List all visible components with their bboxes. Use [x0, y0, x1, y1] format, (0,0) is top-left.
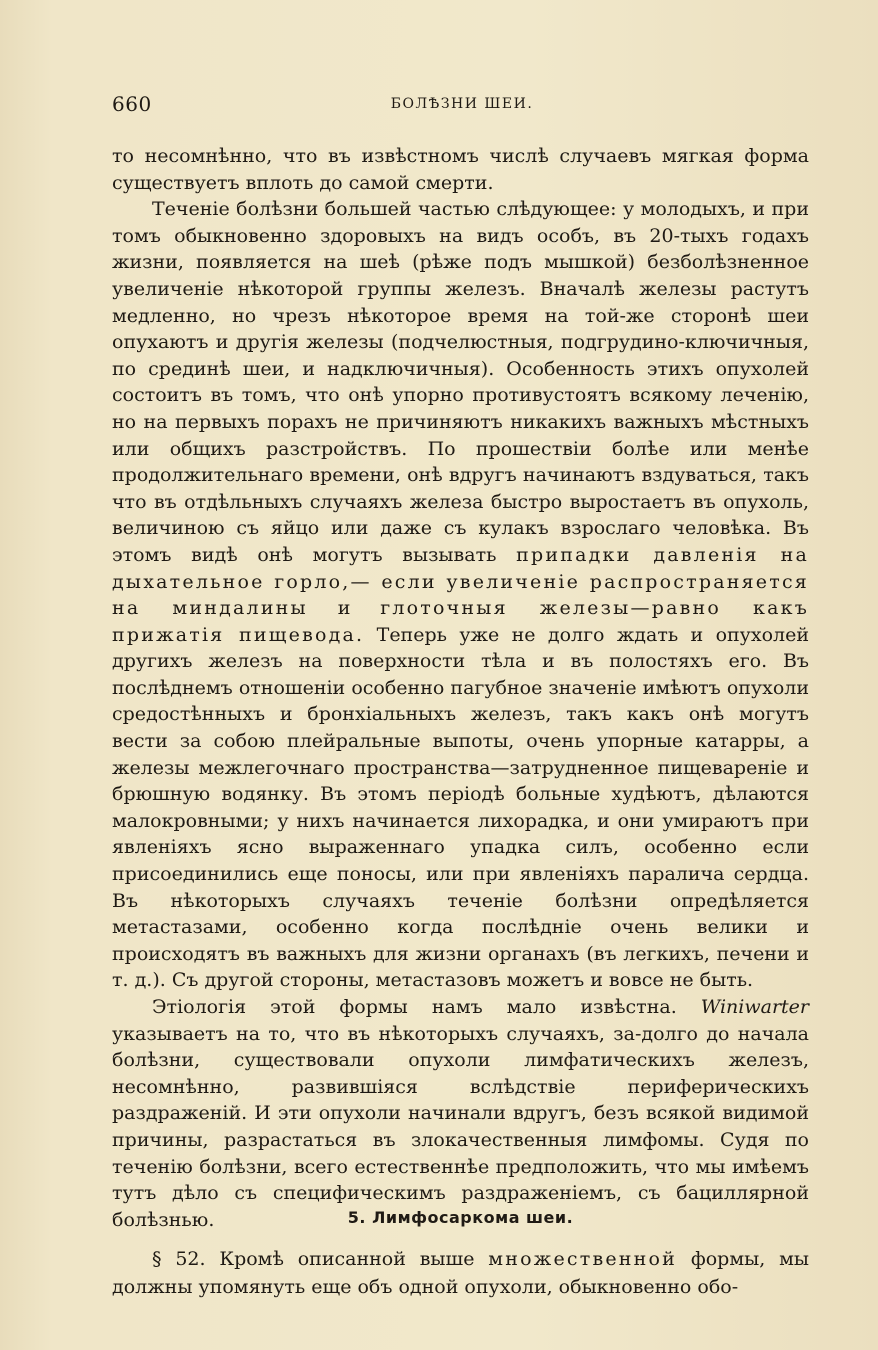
paragraph-etiology [112, 994, 809, 1233]
paragraph-text: Этіологія этой формы намъ мало извѣстна. [152, 996, 701, 1018]
section-heading: 5. Лимфосаркома шеи. [347, 1208, 574, 1227]
page-number: 660 [112, 92, 152, 116]
paragraph-text: указываетъ на то, что въ нѣкоторыхъ случаяхъ, за-долго до начала болѣзни, существовали опухоли лимфатическихъ железъ, несомнѣнно, развившіяся вслѣдствіе периферическихъ раздраженій. И эти опухоли начинали вдругъ, безъ всякой видимой причины, разрастаться въ злокачественныя лимфомы. Судя по теченію болѣзни, всего естественнѣе предположить, что мы имѣемъ тутъ дѣло съ специфическимъ раздраженіемъ, съ бациллярной болѣзнью. [112, 1022, 809, 1231]
emphasized-text: припадки давленія на дыхательное горло,— если увеличеніе распространяется на миндалины [112, 543, 809, 620]
emphasized-text: глоточныя железы—равно какъ прижатія пищевода. [112, 597, 809, 646]
paragraph-text: и [307, 597, 381, 620]
paragraph-text: формы, мы должны упомянуть еще объ одной опухоли, обыкновенно обо- [112, 1248, 809, 1298]
paragraph-course-of-disease [112, 196, 809, 994]
paragraph-text: Теченіе болѣзни большей частью слѣдующее: у молодыхъ, и при томъ обыкновенно здоровыхъ на видъ особъ, въ 20-тыхъ годахъ жизни, появляется на шеѣ (рѣже подъ мышкой) безболѣзненное увеличеніе нѣкоторой группы железъ. Вначалѣ железы растутъ медленно, но чрезъ нѣкоторое время на той-же сторонѣ шеи опухаютъ и другія железы (подчелюстныя, подгрудино-ключичныя, по срединѣ шеи, и надключичныя). Особенность этихъ опухолей состоитъ въ томъ, что онѣ упорно противустоятъ всякому леченію, но на первыхъ порахъ не причиняютъ никакихъ важныхъ мѣстныхъ или общихъ разстройствъ. По прошествіи болѣе или менѣе продолжительнаго времени, онѣ вдругъ начинаютъ вздуваться, такъ что въ отдѣльныхъ случаяхъ железа быстро выростаетъ въ опухоль, величиною съ яйцо или даже съ кулакъ взрослаго человѣка. Въ этомъ видѣ онѣ могутъ вызывать [112, 198, 809, 566]
section-text [112, 1245, 809, 1301]
paragraph-continuation: то несомнѣнно, что въ извѣстномъ числѣ случаевъ мягкая форма существуетъ вплоть до самой смерти. [112, 145, 809, 194]
paragraph-text: § 52. Кромѣ описанной выше [152, 1248, 489, 1270]
page-header [112, 92, 812, 122]
paragraph-section-52 [112, 1245, 809, 1301]
author-name: Winiwarter [700, 996, 809, 1018]
body-text [112, 143, 809, 1233]
running-head: БОЛѢЗНИ ШЕИ. [390, 96, 534, 112]
paragraph-text: Теперь уже не долго ждать и опухолей другихъ железъ на поверхности тѣла и въ полостяхъ его. Въ послѣднемъ отношеніи особенно пагубное значеніе имѣютъ опухоли средостѣнныхъ и бронхіальныхъ железъ, такъ какъ онѣ могутъ вести за собою плейральные выпоты, очень упорные катарры, а железы межлегочнаго пространства—затрудненное пищевареніе и брюшную водянку. Въ этомъ періодѣ больные худѣютъ, дѣлаются малокровными; у нихъ начинается лихорадка, и они умираютъ при явленіяхъ ясно выраженнаго упадка силъ, особенно если присоединились еще поносы, или при явленіяхъ паралича сердца. Въ нѣкоторыхъ случаяхъ теченіе болѣзни опредѣляется метастазами, особенно когда послѣдніе очень велики и происходятъ въ важныхъ для жизни органахъ (въ легкихъ, печени и т. д.). Съ другой стороны, метастазовъ можетъ и вовсе не быть. [112, 623, 809, 992]
emphasized-text: множественной [488, 1248, 678, 1270]
